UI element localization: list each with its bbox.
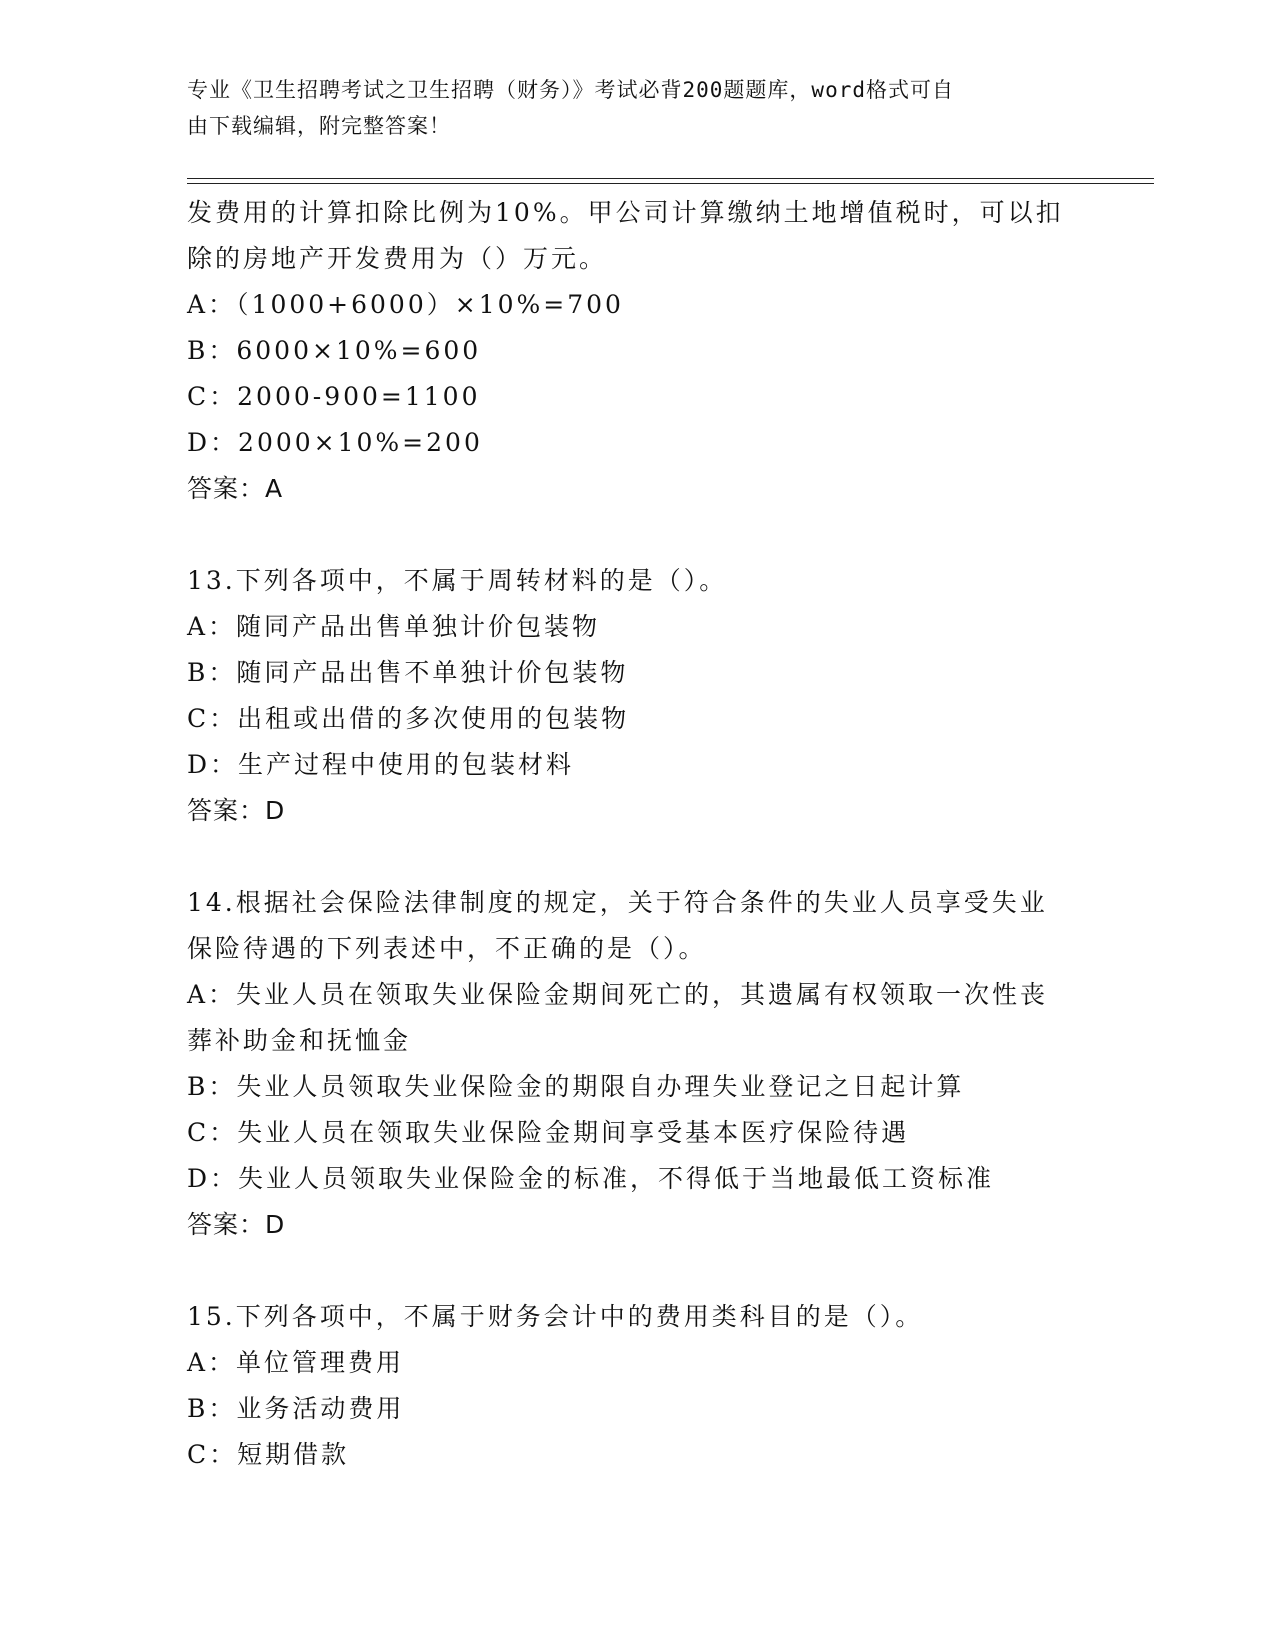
header-divider-bottom [187, 183, 1154, 184]
option-b: B：业务活动费用 [187, 1394, 405, 1423]
option-c: C：失业人员在领取失业保险金期间享受基本医疗保险待遇 [187, 1118, 910, 1147]
question-stem: 15.下列各项中，不属于财务会计中的费用类科目的是（）。 [187, 1302, 924, 1331]
option-b: B：随同产品出售不单独计价包装物 [187, 658, 629, 687]
option-c: C：出租或出借的多次使用的包装物 [187, 704, 630, 733]
option-b: B：6000×10%=600 [187, 336, 482, 365]
option-a: A：单位管理费用 [187, 1348, 405, 1377]
question-list [187, 190, 1087, 1478]
option-a-continued: 葬补助金和抚恤金 [187, 1026, 412, 1055]
spacer [187, 834, 1087, 880]
question-15 [187, 1294, 1087, 1478]
question-12 [187, 190, 1087, 512]
question-14 [187, 880, 1087, 1248]
option-d: D：生产过程中使用的包装材料 [187, 750, 575, 779]
answer: 答案：D [187, 796, 286, 825]
option-a: A：随同产品出售单独计价包装物 [187, 612, 601, 641]
option-a: A：（1000+6000）×10%=700 [187, 290, 624, 319]
option-c: C：短期借款 [187, 1440, 350, 1469]
option-c: C：2000-900=1100 [187, 382, 481, 411]
question-stem: 保险待遇的下列表述中，不正确的是（）。 [187, 934, 707, 963]
question-stem: 14.根据社会保险法律制度的规定，关于符合条件的失业人员享受失业 [187, 888, 1048, 917]
question-stem: 发费用的计算扣除比例为10%。甲公司计算缴纳土地增值税时，可以扣 [187, 198, 1064, 227]
option-a: A：失业人员在领取失业保险金期间死亡的，其遗属有权领取一次性丧 [187, 980, 1049, 1009]
option-b: B：失业人员领取失业保险金的期限自办理失业登记之日起计算 [187, 1072, 965, 1101]
question-stem: 除的房地产开发费用为（）万元。 [187, 244, 608, 273]
header-line-2: 由下载编辑，附完整答案！ [187, 114, 451, 138]
question-stem: 13.下列各项中，不属于周转材料的是（）。 [187, 566, 728, 595]
option-d: D：2000×10%=200 [187, 428, 483, 457]
header-divider-top [187, 178, 1154, 179]
answer: 答案：D [187, 1210, 286, 1239]
document-header [187, 72, 1067, 144]
answer: 答案：A [187, 474, 284, 503]
spacer [187, 1248, 1087, 1294]
question-13 [187, 558, 1087, 834]
option-d: D：失业人员领取失业保险金的标准，不得低于当地最低工资标准 [187, 1164, 995, 1193]
header-line-1: 专业《卫生招聘考试之卫生招聘（财务）》考试必背200题题库，word格式可自 [187, 78, 954, 102]
spacer [187, 512, 1087, 558]
